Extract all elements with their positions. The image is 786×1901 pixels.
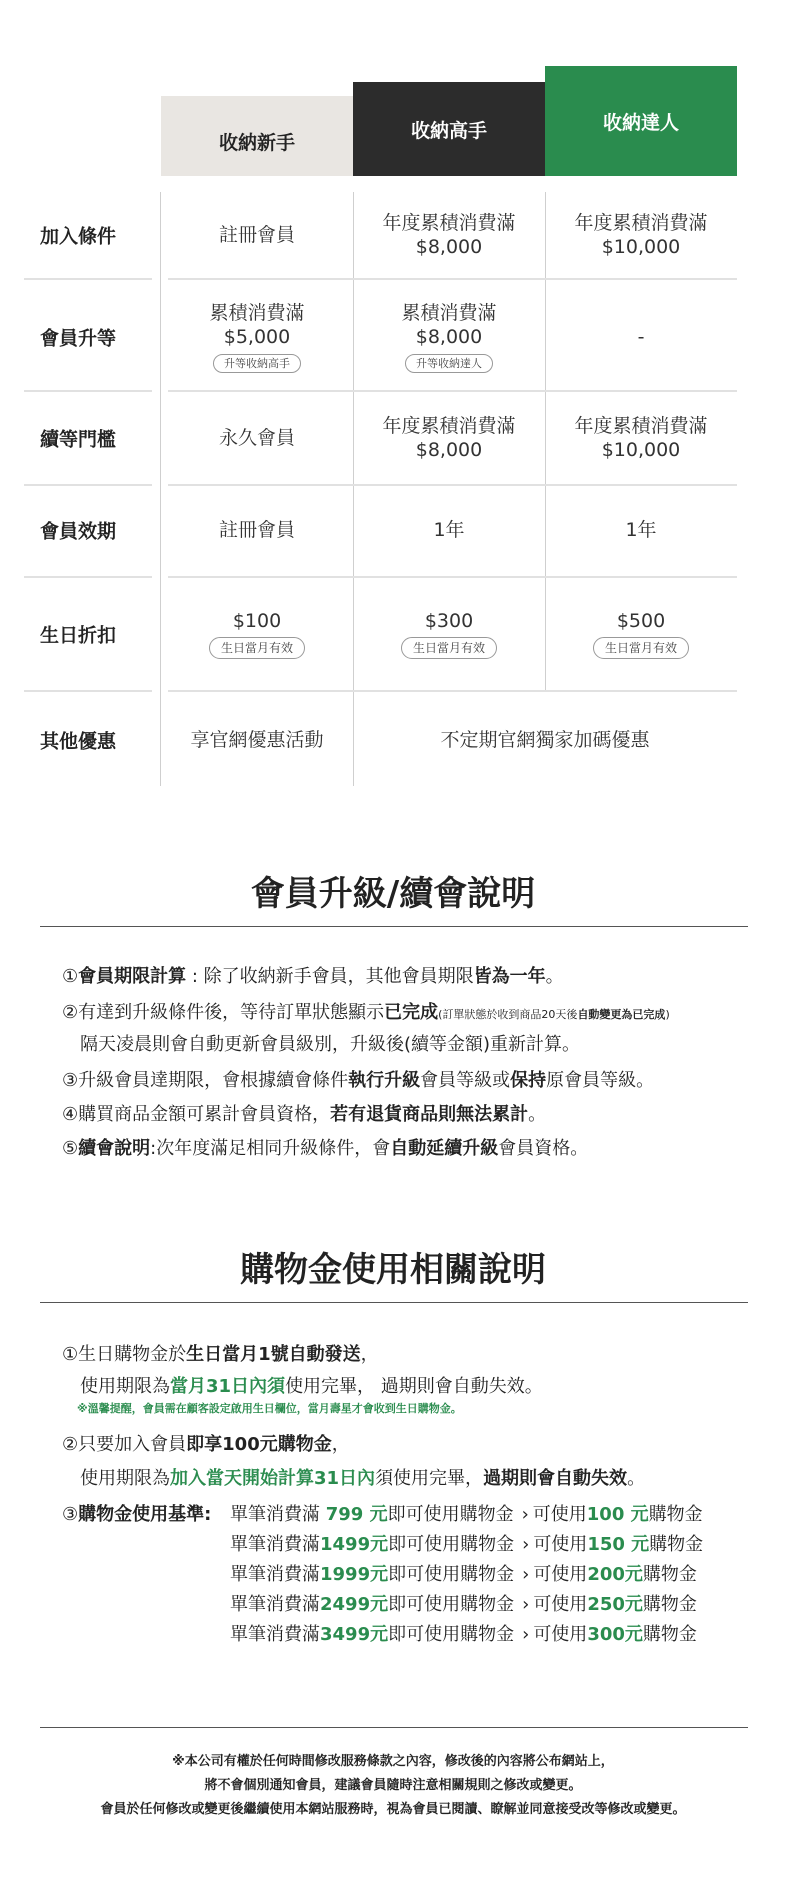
- note-text: 使用完畢， 過期則會自動失效。: [285, 1376, 543, 1397]
- upgrade-badge: 升等收納達人: [405, 354, 493, 373]
- cell-text: 累積消費滿: [209, 302, 305, 324]
- cell-amount: $8,000: [415, 236, 483, 258]
- note-text: 會員等級或: [420, 1070, 511, 1091]
- tier-text: 可使用: [533, 1534, 588, 1555]
- credit-note-1-line2: [80, 1372, 543, 1398]
- cell-renew-master: [545, 414, 737, 462]
- note-text: 有達到升級條件後，等待訂單狀態顯示: [78, 1002, 385, 1023]
- cell-birthday-beginner: [161, 609, 353, 659]
- number-mark: ②: [62, 1002, 79, 1023]
- row-divider: [24, 390, 152, 392]
- tier-amount: 1999元: [320, 1564, 389, 1585]
- upgrade-badge: 升等收納高手: [213, 354, 301, 373]
- tier-header-master: [545, 66, 737, 176]
- note-text: 。: [528, 1104, 547, 1125]
- tier-header-expert: [353, 82, 545, 176]
- row-divider: [168, 690, 737, 692]
- tier-text: 單筆消費滿: [230, 1534, 320, 1555]
- cell-other-expert-master: 不定期官網獨家加碼優惠: [440, 729, 650, 751]
- number-mark: ①: [62, 1344, 79, 1365]
- note-bold: 執行升級: [348, 1070, 421, 1091]
- tier-credit: 100 元: [586, 1504, 649, 1525]
- row-divider: [24, 278, 152, 280]
- credit-tier-row: [230, 1560, 697, 1586]
- number-mark: ①: [62, 966, 79, 987]
- row-divider: [168, 576, 737, 578]
- row-label-other: 其他優惠: [40, 730, 117, 753]
- cell-other-beginner: 享官網優惠活動: [190, 729, 324, 751]
- tier-text: 單筆消費滿: [230, 1624, 320, 1645]
- note-bold: 會員期限計算: [78, 966, 187, 987]
- row-divider: [168, 278, 737, 280]
- cell-join-master: [545, 211, 737, 259]
- chevron-right-icon: ›: [522, 1534, 530, 1555]
- row-divider: [24, 690, 152, 692]
- credit-note-1: [62, 1340, 379, 1366]
- tier-text: 單筆消費滿: [230, 1504, 326, 1525]
- membership-note-2: [62, 998, 670, 1024]
- note-bold: 生日當月1號自動發送: [186, 1344, 361, 1365]
- credit-tier-row: [230, 1590, 697, 1616]
- note-bold: 自動延續升級: [390, 1138, 499, 1159]
- tier-amount: 1499元: [320, 1534, 389, 1555]
- credit-tier-row: [230, 1620, 697, 1646]
- cell-amount: $8,000: [415, 326, 483, 348]
- tier-text: 可使用: [533, 1594, 588, 1615]
- chevron-right-icon: ›: [522, 1594, 530, 1615]
- tier-text: 可使用: [533, 1564, 588, 1585]
- tier-amount: 799 元: [325, 1504, 388, 1525]
- table-divider: [353, 192, 354, 786]
- membership-note-4: [62, 1100, 546, 1126]
- cell-amount: $500: [616, 610, 666, 632]
- row-label-join: 加入條件: [40, 225, 117, 248]
- footer-line-1: ※本公司有權於任何時間修改服務條款之內容，修改後的內容將公布網站上，: [172, 1754, 614, 1769]
- tier-name: 收納高手: [410, 119, 487, 142]
- tier-credit: 200元: [587, 1564, 643, 1585]
- tier-amount: 3499元: [320, 1624, 389, 1645]
- section-title-shopping-credit: 購物金使用相關說明: [240, 1250, 546, 1290]
- number-mark: ③: [62, 1504, 79, 1525]
- number-mark: ②: [62, 1434, 79, 1455]
- note-bold: 購物金使用基準:: [78, 1504, 212, 1525]
- section-rule: [40, 926, 748, 927]
- note-text: 使用期限為: [80, 1376, 170, 1397]
- tier-credit: 300元: [587, 1624, 643, 1645]
- row-label-validity: 會員效期: [40, 520, 117, 543]
- credit-note-3: [62, 1500, 211, 1526]
- cell-text: 累積消費滿: [401, 302, 497, 324]
- tier-credit: 150 元: [587, 1534, 650, 1555]
- membership-note-3: [62, 1066, 654, 1092]
- note-text: 。: [627, 1468, 646, 1489]
- birthday-reminder: ※溫馨提醒，會員需在顧客設定啟用生日欄位，當月壽星才會收到生日購物金。: [77, 1402, 462, 1415]
- note-highlight: 加入當天開始計算31日內: [170, 1468, 376, 1489]
- section-rule: [40, 1302, 748, 1303]
- note-text: 購買商品金額可累計會員資格，: [78, 1104, 331, 1125]
- note-text: ，: [360, 1344, 379, 1365]
- credit-note-2-line2: [80, 1464, 645, 1490]
- tier-name: 收納新手: [218, 131, 295, 154]
- note-text: 使用期限為: [80, 1468, 170, 1489]
- note-bold: 過期則會自動失效: [483, 1468, 628, 1489]
- row-label-renew: 續等門檻: [40, 428, 117, 451]
- tier-text: 購物金: [642, 1624, 697, 1645]
- note-small-bold: 自動變更為已完成: [577, 1008, 666, 1021]
- credit-note-2: [62, 1430, 350, 1456]
- number-mark: ⑤: [62, 1138, 79, 1159]
- tier-text: 可使用: [533, 1624, 588, 1645]
- row-divider: [168, 484, 737, 486]
- birthday-badge: 生日當月有效: [593, 637, 689, 659]
- chevron-right-icon: ›: [522, 1564, 530, 1585]
- chevron-right-icon: ›: [522, 1624, 530, 1645]
- note-text: 原會員等級。: [546, 1070, 655, 1091]
- cell-upgrade-expert: [353, 301, 545, 373]
- note-text: 生日購物金於: [78, 1344, 187, 1365]
- note-text: 須使用完畢，: [375, 1468, 484, 1489]
- row-divider: [24, 576, 152, 578]
- note-text: :次年度滿足相同升級條件，會: [150, 1138, 391, 1159]
- tier-text: 即可使用購物金: [388, 1534, 515, 1555]
- tier-text: 購物金: [649, 1534, 704, 1555]
- tier-name: 收納達人: [602, 111, 679, 134]
- cell-amount: $100: [232, 610, 282, 632]
- note-text: 只要加入會員: [78, 1434, 187, 1455]
- tier-text: 購物金: [648, 1504, 703, 1525]
- cell-validity-master: 1年: [625, 519, 657, 541]
- cell-amount: $10,000: [601, 439, 681, 461]
- note-text: 會員資格。: [498, 1138, 589, 1159]
- credit-tier-row: [230, 1500, 703, 1526]
- membership-note-5: [62, 1134, 588, 1160]
- row-divider: [168, 390, 737, 392]
- note-text: 升級會員達期限，會根據續會條件: [78, 1070, 349, 1091]
- tier-text: 單筆消費滿: [230, 1594, 320, 1615]
- cell-text: 年度累積消費滿: [574, 415, 708, 437]
- note-bold: 皆為一年: [473, 966, 546, 987]
- note-bold: 即享100元購物金: [186, 1434, 332, 1455]
- cell-amount: $300: [424, 610, 474, 632]
- footer-line-2: 將不會個別通知會員，建議會員隨時注意相關規則之修改或變更。: [204, 1778, 582, 1793]
- cell-validity-beginner: 註冊會員: [218, 519, 295, 541]
- tier-text: 購物金: [642, 1564, 697, 1585]
- tier-text: 單筆消費滿: [230, 1564, 320, 1585]
- cell-renew-expert: [353, 414, 545, 462]
- cell-renew-beginner: 永久會員: [218, 427, 295, 449]
- tier-text: 即可使用購物金: [387, 1504, 514, 1525]
- row-label-birthday: 生日折扣: [40, 624, 117, 647]
- tier-amount: 2499元: [320, 1594, 389, 1615]
- section-title-membership: 會員升級/續會說明: [250, 874, 536, 914]
- cell-text: 年度累積消費滿: [382, 415, 516, 437]
- chevron-right-icon: ›: [521, 1504, 529, 1525]
- note-bold: 若有退貨商品則無法累計: [330, 1104, 529, 1125]
- membership-note-2-line2: 隔天凌晨則會自動更新會員級別，升級後(續等金額)重新計算。: [80, 1034, 581, 1055]
- note-text: : 除了收納新手會員，其他會員期限: [186, 966, 474, 987]
- cell-text: 年度累積消費滿: [382, 212, 516, 234]
- note-text: ，: [331, 1434, 350, 1455]
- cell-join-expert: [353, 211, 545, 259]
- credit-tier-row: [230, 1530, 703, 1556]
- tier-text: 即可使用購物金: [388, 1624, 515, 1645]
- cell-validity-expert: 1年: [433, 519, 465, 541]
- number-mark: ③: [62, 1070, 79, 1091]
- cell-birthday-master: [545, 609, 737, 659]
- table-divider: [160, 192, 161, 786]
- row-label-upgrade: 會員升等: [40, 327, 117, 350]
- tier-text: 可使用: [532, 1504, 587, 1525]
- cell-text: 年度累積消費滿: [574, 212, 708, 234]
- tier-credit: 250元: [587, 1594, 643, 1615]
- tier-text: 即可使用購物金: [388, 1564, 515, 1585]
- cell-join-beginner: 註冊會員: [218, 224, 295, 246]
- note-small: ): [665, 1008, 670, 1021]
- number-mark: ④: [62, 1104, 79, 1125]
- cell-amount: $10,000: [601, 236, 681, 258]
- cell-amount: $8,000: [415, 439, 483, 461]
- tier-header-beginner: [161, 96, 353, 176]
- tier-text: 即可使用購物金: [388, 1594, 515, 1615]
- birthday-badge: 生日當月有效: [209, 637, 305, 659]
- cell-upgrade-beginner: [161, 301, 353, 373]
- cell-amount: $5,000: [223, 326, 291, 348]
- birthday-badge: 生日當月有效: [401, 637, 497, 659]
- tier-text: 購物金: [642, 1594, 697, 1615]
- note-small: (訂單狀態於收到商品20天後: [438, 1008, 578, 1021]
- note-highlight: 當月31日內須: [170, 1376, 286, 1397]
- footer-line-3: 會員於任何修改或變更後繼續使用本網站服務時，視為會員已閱讀、瞭解並同意接受改等修改或變更。: [100, 1802, 686, 1817]
- cell-upgrade-master: -: [637, 326, 645, 348]
- note-bold: 續會說明: [78, 1138, 151, 1159]
- row-divider: [24, 484, 152, 486]
- note-bold: 已完成: [384, 1002, 439, 1023]
- footer-rule: [40, 1727, 748, 1728]
- note-text: 。: [545, 966, 564, 987]
- membership-note-1: [62, 962, 564, 988]
- cell-birthday-expert: [353, 609, 545, 659]
- note-bold: 保持: [510, 1070, 547, 1091]
